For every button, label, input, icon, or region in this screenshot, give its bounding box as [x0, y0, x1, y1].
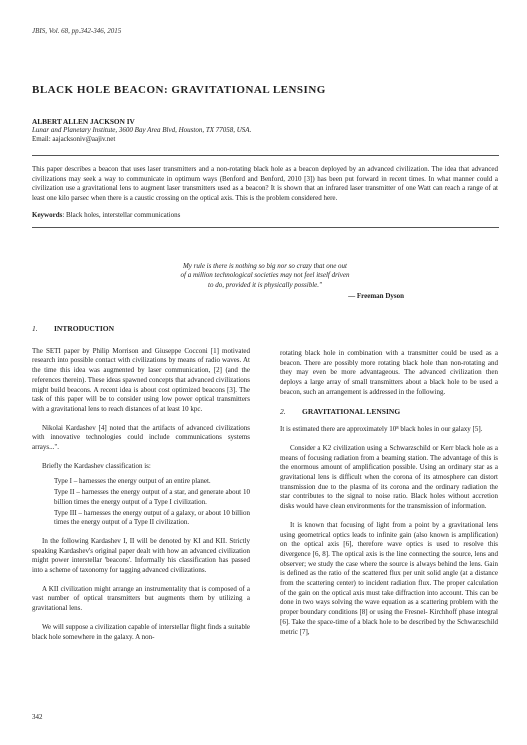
author-affiliation: Lunar and Planetary Institute, 3600 Bay Area Blvd, Houston, TX 77058, USA. [32, 126, 252, 134]
paragraph: It is known that focusing of light from a point by a gravitational lens using geometrical optics leads to infinite gain (also known is amplification) on the optical axis [6], therefore wave optics is used to resolve this divergence [6, 8]. The optical axis is the line connecting the source, lens and observer; we study the case where the source is always behind the lens. Gain is defined as the ratio of the scattered flux per unit solid angle (at a distance from the scattering center) to incident radiation flux. The proper calculation of the gain on the optical axis must take diffraction into account. This can be done in two ways solving the wave equation as a scattering problem with the proper boundary conditions [8] or using the Fresnel- Kirchhoff phase integral [6]. Take the space-time of a black hole to be described by the Schwarzschild metric [7], [280, 520, 498, 636]
keywords [32, 211, 180, 219]
keywords-label: Keywords [32, 211, 63, 219]
quote-line: My rule is there is nothing so big nor so crazy that one out [182, 262, 348, 270]
left-column [32, 324, 250, 651]
paragraph: In the following Kardashev I, II will be denoted by KI and KII. Strictly speaking Kardashev's original paper dealt with how an advanced civilization might power interstellar 'beacons'. Informally his classification has passed into a scheme of taxonomy for tagging advanced civilizations. [32, 536, 250, 575]
abstract: This paper describes a beacon that uses laser transmitters and a non-rotating black hole as a beacon deployed by an advanced civilization. The idea that advanced civilizations may seek a way to communicate in optimum ways (Benford and Benford, 2010 [3]) has been put forward in recent times. In what manner could a civilization use a gravitational lens to augment laser transmitters used as a beacon? It is shown that an infrared laser transmitter of one Watt can reach a range of at least one kilo parsec when there is a caustic crossing on the optical axis. This is the problem considered here. [32, 165, 498, 202]
right-column [280, 349, 498, 646]
section-number: 2. [280, 406, 286, 416]
paragraph: The SETI paper by Philip Morrison and Giuseppe Cocconi [1] motivated research into possible contact with civilizations by means of radio waves. At the time this idea was augmented by laser communication, [2] (and the references therein). These ideas spawned concepts that advanced civilizations might build beacons. A recent idea is about cost optimized beacons [3]. The task of this paper will be to consider using low power optical transmitters with a gravitational lens to reach distances of at least 10 kpc. [32, 346, 250, 413]
paragraph: Consider a K2 civilization using a Schwarzschild or Kerr black hole as a means of focusing radiation from a beaming station. The advantage of this is the enormous amount of amplification possible. Using an ordinary star as a gravitational lens is difficult when the corona of its atmosphere can distort transmission due to the plasma of its corona and the ordinary radiation the star contributes to the signal to noise ratio. Black holes without accretion disks would have clean environments for the transmission of information. [280, 443, 498, 511]
author-email[interactable]: Email: aajacksoniv@aajiv.net [32, 135, 116, 143]
paragraph: Briefly the Kardashev classification is: [42, 461, 151, 470]
section-title: INTRODUCTION [54, 324, 115, 333]
paragraph: We will suppose a civilization capable of interstellar flight finds a suitable black hole somewhere in the galaxy. A non- [32, 622, 250, 641]
paragraph: It is estimated there are approximately 10⁸ black holes in our galaxy [5]. [280, 425, 483, 434]
paper-title: BLACK HOLE BEACON: GRAVITATIONAL LENSING [32, 84, 326, 96]
list-item: Type II – harnesses the energy output of a star, and generate about 10 billion times the energy output of a Type I civilization. [54, 488, 250, 506]
quote-line: to do, provided it is physically possible." [208, 280, 322, 289]
list-item: Type I – harnesses the energy output of an entire planet. [54, 477, 211, 486]
quote-line: of a million technological societies may not feel itself driven [180, 271, 350, 280]
section-heading-introduction [32, 324, 250, 334]
author-name: ALBERT ALLEN JACKSON IV [32, 117, 135, 126]
abstract-top-rule [32, 155, 499, 156]
epigraph-quote [130, 262, 400, 290]
kardashev-type-list [54, 477, 250, 528]
keywords-text: : Black holes, interstellar communications [62, 211, 181, 219]
abstract-bottom-rule [32, 227, 499, 228]
section-title: GRAVITATIONAL LENSING [302, 406, 401, 416]
paragraph: rotating black hole in combination with a transmitter could be used as a beacon. There are possibly more rotating black hole than non-rotating and they may even be more advantageous. The advanced civilization then deploys a large array of small transmitters about a black hole to be used a beacon, such an arrangement is addressed in the following. [280, 349, 498, 396]
paragraph: Nikolai Kardashev [4] noted that the artifacts of advanced civilizations with innovative technologies could include communications systems arrays...". [32, 423, 250, 452]
paragraph: A KII civilization might arrange an instrumentality that is composed of a vast number of optical transmitters but augments them by utilizing a gravitational lens. [32, 584, 250, 613]
section-number: 1. [32, 324, 38, 333]
quote-attribution: — Freeman Dyson [348, 292, 404, 300]
list-item: Type III – harnesses the energy output of a galaxy, or about 10 billion times the energy output of a Type II civilization. [54, 508, 250, 527]
section-heading-gravitational-lensing [280, 407, 498, 417]
page-number: 342 [32, 713, 43, 721]
journal-reference: JBIS, Vol. 68, pp.342-346, 2015 [32, 27, 122, 35]
